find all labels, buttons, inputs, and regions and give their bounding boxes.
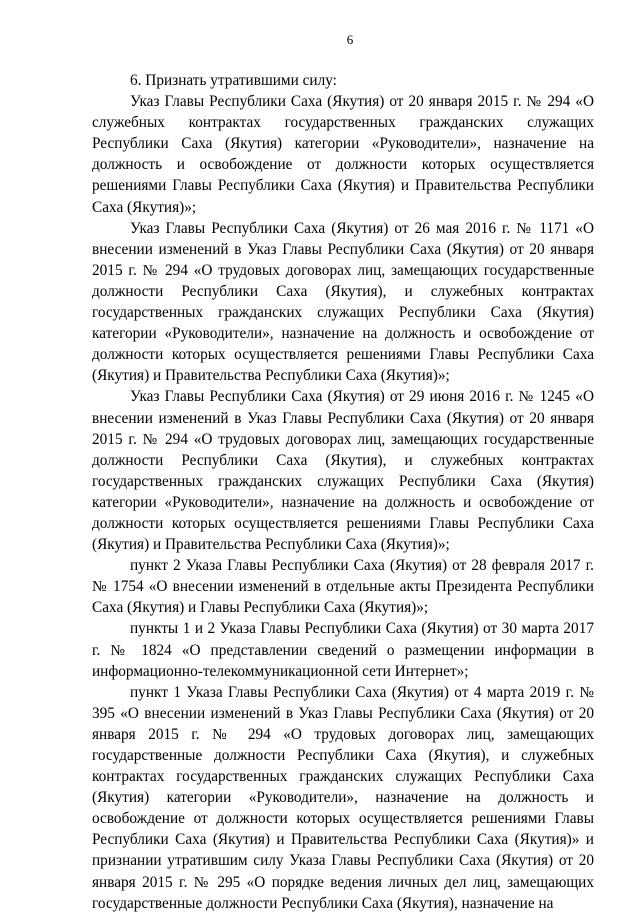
page-number: 6 bbox=[346, 32, 354, 47]
paragraph-decree-294: Указ Главы Республики Саха (Якутия) от 20 января 2015 г. № 294 «О служебных контрактах государственных гражданских служащих Республики Саха (Якутия) категории «Руководители», назначение на должность и освобождение от должности которых осуществляется решениями Главы Республики Саха (Якутия) и Правительства Республики Саха (Якутия)»; bbox=[92, 93, 594, 216]
paragraph-item-heading: 6. Признать утратившими силу: bbox=[130, 72, 337, 89]
paragraph-decree-1245: Указ Главы Республики Саха (Якутия) от 29 июня 2016 г. № 1245 «О внесении изменений в Указ Главы Республики Саха (Якутия) от 20 января 2015 г. № 294 «О трудовых договорах лиц, замещающих государственные должности Республики Саха (Якутия), и служебных контрактах государственных гражданских служащих Республики Саха (Якутия) категории «Руководители», назначение на должность и освобождение от должности которых осуществляется решениями Главы Республики Саха (Якутия) и Правительства Республики Саха (Якутия)»; bbox=[92, 388, 594, 554]
document-body bbox=[92, 70, 594, 914]
paragraph-decree-1824: пункты 1 и 2 Указа Главы Республики Саха (Якутия) от 30 марта 2017 г. № 1824 «О представлении сведений о размещении информации в информационно-телекоммуникационной сети Интернет»; bbox=[92, 620, 594, 680]
paragraph-decree-1754: пункт 2 Указа Главы Республики Саха (Якутия) от 28 февраля 2017 г. № 1754 «О внесении изменений в отдельные акты Президента Республики Саха (Якутия) и Главы Республики Саха (Якутия)»; bbox=[92, 557, 594, 617]
paragraph-decree-395: пункт 1 Указа Главы Республики Саха (Якутия) от 4 марта 2019 г. № 395 «О внесении изменений в Указ Главы Республики Саха (Якутия) от 20 января 2015 г. № 294 «О трудовых договорах лиц, замещающих государственные должности Республики Саха (Якутия), и служебных контрактах государственных гражданских служащих Республики Саха (Якутия) категории «Руководители», назначение на должность и освобождение от должности которых осуществляется решениями Главы Республики Саха (Якутия) и Правительства Республики Саха (Якутия)» и признании утратившим силу Указа Главы Республики Саха (Якутия) от 20 января 2015 г. № 295 «О порядке ведения личных дел лиц, замещающих государственные должности Республики Саха (Якутия), назначение на bbox=[92, 683, 594, 912]
paragraph-decree-1171: Указ Главы Республики Саха (Якутия) от 26 мая 2016 г. № 1171 «О внесении изменений в Указ Главы Республики Саха (Якутия) от 20 января 2015 г. № 294 «О трудовых договорах лиц, замещающих государственные должности Республики Саха (Якутия), и служебных контрактах государственных гражданских служащих Республики Саха (Якутия) категории «Руководители», назначение на должность и освобождение от должности которых осуществляется решениями Главы Республики Саха (Якутия) и Правительства Республики Саха (Якутия)»; bbox=[92, 219, 594, 385]
